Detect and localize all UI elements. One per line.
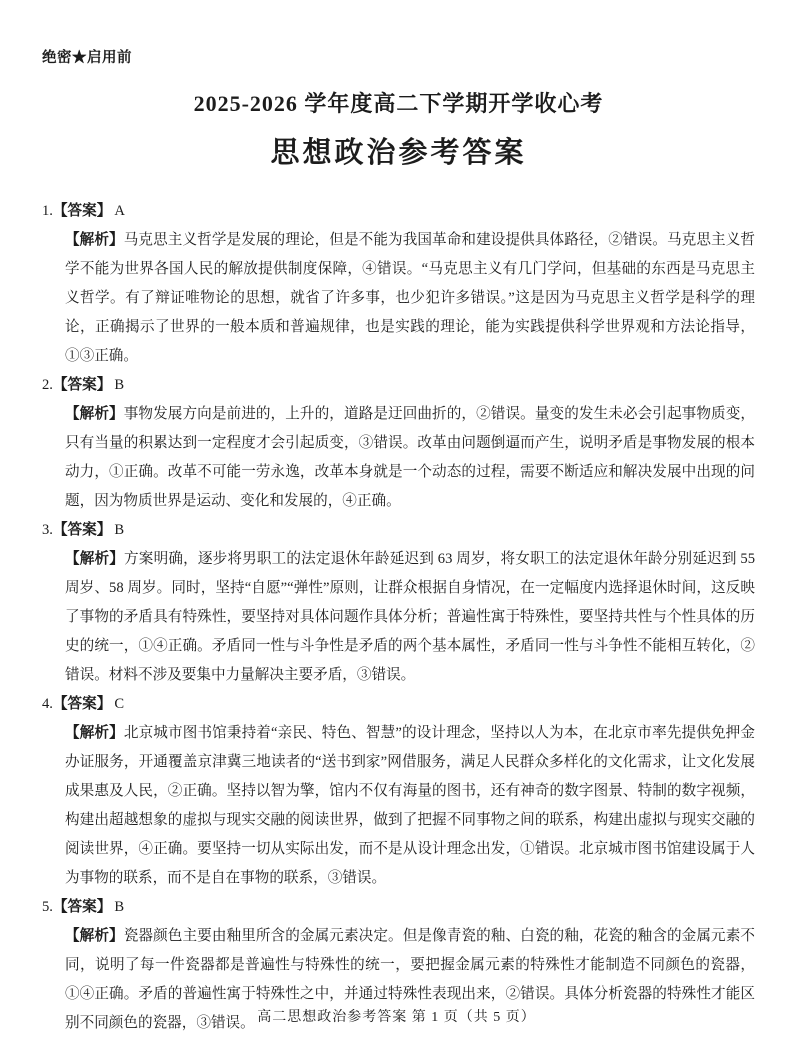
analysis-paragraph bbox=[65, 545, 755, 690]
exam-title: 2025-2026 学年度高二下学期开学收心考 bbox=[193, 91, 604, 116]
analysis-text: 方案明确，逐步将男职工的法定退休年龄延迟到 63 周岁，将女职工的法定退休年龄分别延迟到 55 周岁、58 周岁。同时，坚持“自愿”“弹性”原则，让群众根据自身情况，在一定幅度内选择退休时间，这反映了事物的矛盾具有特殊性，要坚持对具体问题作具体分析；普遍性寓于特殊性，要坚持共性与个性具体的历史的统一，①④正确。矛盾同一性与斗争性是矛盾的两个基本属性，矛盾同一性与斗争性不能相互转化，②错误。材料不涉及要集中力量解决主要矛盾，③错误。 bbox=[65, 551, 755, 683]
analysis-text: 北京城市图书馆秉持着“亲民、特色、智慧”的设计理念，坚持以人为本，在北京市率先提供免押金办证服务，开通覆盖京津冀三地读者的“送书到家”网借服务，满足人民群众多样化的文化需求，让文化发展成果惠及人民，②正确。坚持以智为擎，馆内不仅有海量的图书，还有神奇的数字图景、特制的数字视频，构建出超越想象的虚拟与现实交融的阅读世界，做到了把握不同事物之间的联系，构建出虚拟与现实交融的阅读世界，④正确。要坚持一切从实际出发，而不是从设计理念出发，①错误。北京城市图书馆建设属于人为事物的联系，而不是自在事物的联系，③错误。 bbox=[65, 725, 755, 886]
question-number: 5. bbox=[42, 899, 53, 915]
question-block-4 bbox=[42, 690, 755, 893]
classification-banner: 绝密★启用前 bbox=[42, 50, 132, 66]
question-number: 1. bbox=[42, 203, 53, 219]
question-block-3 bbox=[42, 516, 755, 690]
answer-line bbox=[42, 516, 755, 545]
answer-line bbox=[42, 893, 755, 922]
answer-value: A bbox=[114, 203, 125, 219]
question-number: 2. bbox=[42, 377, 53, 393]
analysis-label: 【解析】 bbox=[65, 725, 124, 741]
analysis-paragraph bbox=[65, 226, 755, 371]
analysis-label: 【解析】 bbox=[65, 232, 124, 248]
answer-label: 【答案】 bbox=[52, 696, 112, 712]
answer-value: C bbox=[114, 696, 125, 712]
question-block-2 bbox=[42, 371, 755, 516]
question-block-1 bbox=[42, 197, 755, 371]
answer-line bbox=[42, 371, 755, 400]
question-number: 4. bbox=[42, 696, 53, 712]
answer-label: 【答案】 bbox=[52, 377, 112, 393]
answer-value: B bbox=[114, 522, 125, 538]
analysis-label: 【解析】 bbox=[65, 551, 125, 567]
analysis-label: 【解析】 bbox=[65, 928, 124, 944]
analysis-text: 马克思主义哲学是发展的理论，但是不能为我国革命和建设提供具体路径，②错误。马克思主义哲学不能为世界各国人民的解放提供制度保障，④错误。“马克思主义有几门学问，但基础的东西是马克思主义哲学。有了辩证唯物论的思想，就省了许多事，也少犯许多错误。”这是因为马克思主义哲学是科学的理论，正确揭示了世界的一般本质和普遍规律，也是实践的理论，能为实践提供科学世界观和方法论指导，①③正确。 bbox=[65, 232, 755, 364]
analysis-paragraph bbox=[65, 719, 755, 893]
analysis-paragraph bbox=[65, 400, 755, 516]
answer-label: 【答案】 bbox=[52, 899, 112, 915]
analysis-text: 事物发展方向是前进的，上升的，道路是迂回曲折的，②错误。量变的发生未必会引起事物质变，只有当量的积累达到一定程度才会引起质变，③错误。改革由问题倒逼而产生，说明矛盾是事物发展的根本动力，①正确。改革不可能一劳永逸，改革本身就是一个动态的过程，需要不断适应和解决发展中出现的问题，因为物质世界是运动、变化和发展的，④正确。 bbox=[65, 406, 755, 509]
analysis-label: 【解析】 bbox=[65, 406, 124, 422]
answer-label: 【答案】 bbox=[52, 203, 112, 219]
answer-line bbox=[42, 690, 755, 719]
analysis-text: 瓷器颜色主要由釉里所含的金属元素决定。但是像青瓷的釉、白瓷的釉，花瓷的釉含的金属元素不同，说明了每一件瓷器都是普遍性与特殊性的统一，要把握金属元素的特殊性才能制造不同颜色的瓷器，①④正确。矛盾的普遍性寓于特殊性之中，并通过特殊性表现出来，②错误。具体分析瓷器的特殊性才能区别不同颜色的瓷器，③错误。 bbox=[65, 928, 755, 1031]
answer-value: B bbox=[114, 899, 125, 915]
page-footer: 高二思想政治参考答案 第 1 页（共 5 页） bbox=[257, 1010, 536, 1025]
answer-list bbox=[42, 197, 755, 1038]
answer-label: 【答案】 bbox=[52, 522, 112, 538]
page-title: 思想政治参考答案 bbox=[270, 137, 527, 169]
answer-line bbox=[42, 197, 755, 226]
question-number: 3. bbox=[42, 522, 53, 538]
answer-value: B bbox=[114, 377, 125, 393]
